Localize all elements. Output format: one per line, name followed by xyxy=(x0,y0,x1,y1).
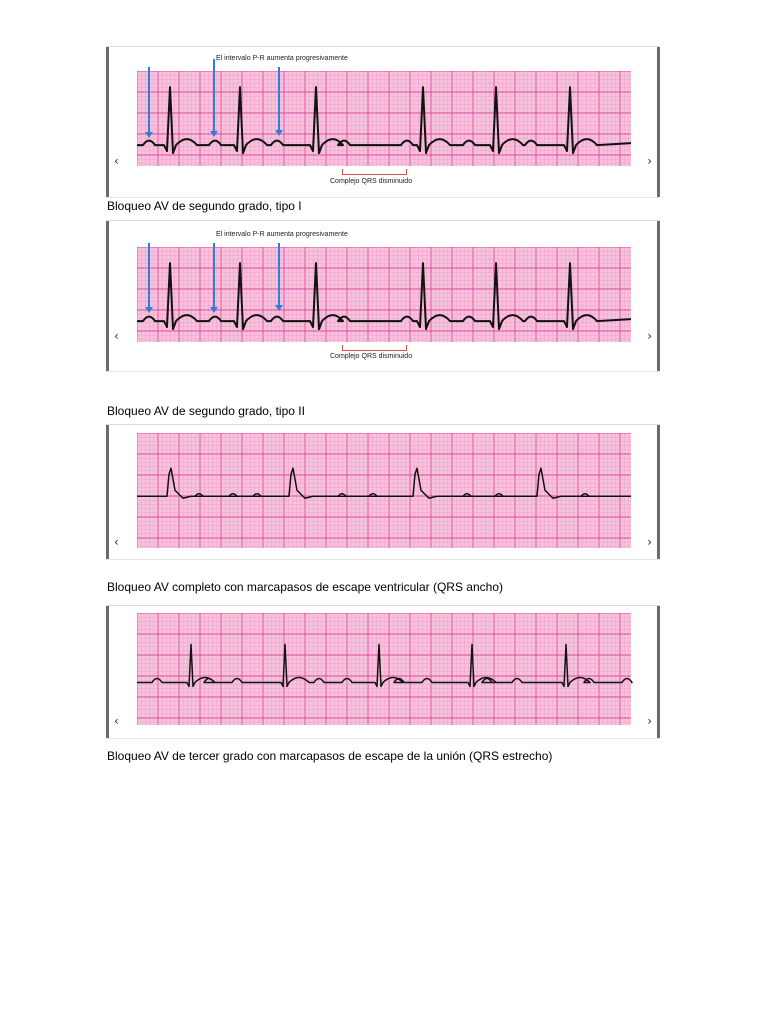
p-wave-arrow xyxy=(213,59,215,133)
carousel-prev-button[interactable] xyxy=(114,714,119,728)
carousel-right-bar xyxy=(657,606,660,738)
ecg-waveform xyxy=(137,644,632,686)
ecg-figure-2 xyxy=(106,220,660,372)
figure-caption: Bloqueo AV completo con marcapasos de escape ventricular (QRS ancho) xyxy=(107,580,503,594)
pr-interval-annotation: El intervalo P-R aumenta progresivamente xyxy=(216,231,348,238)
carousel-next-button[interactable] xyxy=(647,329,652,343)
chevron-left-icon: ‹ xyxy=(114,714,119,728)
chevron-right-icon: › xyxy=(647,154,652,168)
p-wave-arrow xyxy=(278,67,280,132)
p-wave-arrow xyxy=(148,243,150,309)
p-wave-arrow xyxy=(213,243,215,309)
qrs-annotation: Complejo QRS disminuido xyxy=(330,178,413,185)
chevron-left-icon: ‹ xyxy=(114,535,119,549)
ecg-strip xyxy=(137,71,631,166)
carousel-left-bar xyxy=(106,606,109,738)
pr-interval-annotation: El intervalo P-R aumenta progresivamente xyxy=(216,55,348,62)
carousel-left-bar xyxy=(106,425,109,559)
figure-caption: Bloqueo AV de tercer grado con marcapasos de escape de la unión (QRS estrecho) xyxy=(107,749,553,763)
ecg-figure-1 xyxy=(106,46,660,198)
chevron-right-icon: › xyxy=(647,329,652,343)
ecg-trace xyxy=(137,247,631,342)
ecg-waveform xyxy=(137,87,631,153)
chevron-left-icon: ‹ xyxy=(114,329,119,343)
p-wave-arrow xyxy=(278,243,280,307)
p-wave-arrow xyxy=(148,67,150,134)
qrs-annotation: Complejo QRS disminuido xyxy=(330,353,413,360)
ecg-figure-3 xyxy=(106,424,660,560)
carousel-right-bar xyxy=(657,221,660,371)
ecg-trace xyxy=(137,71,631,166)
ecg-strip xyxy=(137,247,631,342)
carousel-next-button[interactable] xyxy=(647,154,652,168)
carousel-left-bar xyxy=(106,47,109,197)
ecg-trace xyxy=(137,433,631,548)
qrs-bracket xyxy=(342,345,407,351)
chevron-right-icon: › xyxy=(647,714,652,728)
carousel-prev-button[interactable] xyxy=(114,329,119,343)
ecg-figure-4 xyxy=(106,605,660,739)
ecg-trace xyxy=(137,613,631,725)
carousel-next-button[interactable] xyxy=(647,535,652,549)
carousel-right-bar xyxy=(657,425,660,559)
ecg-waveform xyxy=(137,263,631,329)
ecg-strip xyxy=(137,433,631,548)
carousel-next-button[interactable] xyxy=(647,714,652,728)
ecg-strip xyxy=(137,613,631,725)
carousel-prev-button[interactable] xyxy=(114,535,119,549)
chevron-left-icon: ‹ xyxy=(114,154,119,168)
ecg-waveform xyxy=(137,468,631,498)
qrs-bracket xyxy=(342,169,407,175)
carousel-prev-button[interactable] xyxy=(114,154,119,168)
carousel-left-bar xyxy=(106,221,109,371)
chevron-right-icon: › xyxy=(647,535,652,549)
carousel-right-bar xyxy=(657,47,660,197)
figure-caption: Bloqueo AV de segundo grado, tipo I xyxy=(107,199,302,213)
figure-caption: Bloqueo AV de segundo grado, tipo II xyxy=(107,404,305,418)
